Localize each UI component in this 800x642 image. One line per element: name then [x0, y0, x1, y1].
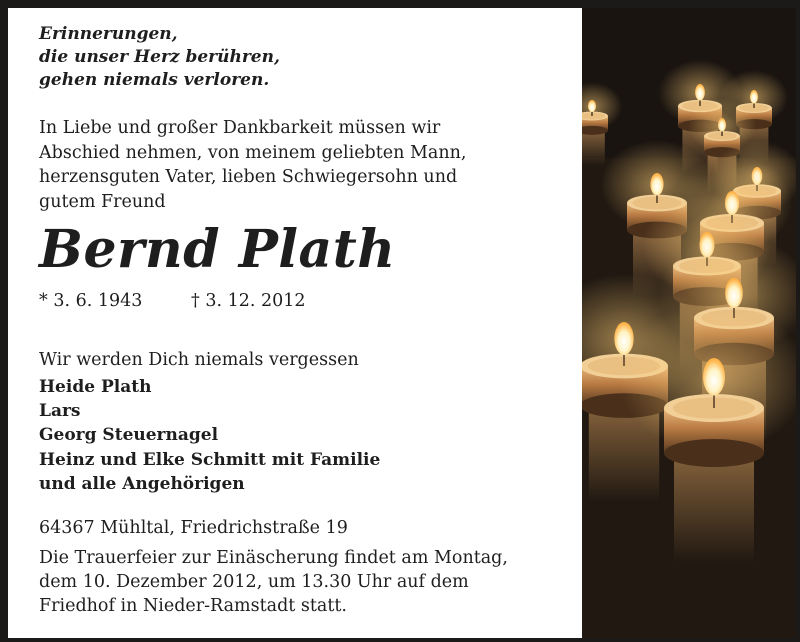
death-date: † 3. 12. 2012 [191, 291, 306, 311]
intro-line: gutem Freund [39, 191, 166, 212]
tealight-candles-image [582, 8, 796, 638]
flame [703, 358, 725, 396]
flame [588, 100, 596, 112]
mourner-name: und alle Angehörigen [39, 473, 245, 494]
flame [725, 278, 743, 308]
address: 64367 Mühltal, Friedrichstraße 19 [39, 518, 348, 538]
mourner-name: Heinz und Elke Schmitt mit Familie [39, 449, 381, 470]
service-line: dem 10. Dezember 2012, um 13.30 Uhr auf dem [39, 572, 469, 592]
intro-line: herzensguten Vater, lieben Schwiegersohn und [39, 167, 458, 187]
service-line: Die Trauerfeier zur Einäscherung findet am Montag, [39, 548, 508, 568]
mourner-name: Heide Plath [39, 377, 152, 397]
intro-paragraph [39, 116, 466, 214]
mourners-list [39, 375, 380, 496]
text-column [8, 8, 582, 638]
service-line: Friedhof in Nieder-Ramstadt statt. [39, 596, 347, 616]
poem-line: die unser Herz berühren, [39, 47, 280, 67]
poem-line: Erinnerungen, [39, 24, 178, 44]
poem-line: gehen niemals verloren. [39, 70, 270, 90]
flame [650, 173, 663, 196]
intro-line: In Liebe und großer Dankbarkeit müssen wir [39, 118, 441, 138]
mourner-name: Lars [39, 401, 81, 422]
intro-line: Abschied nehmen, von meinem geliebten Mann, [39, 142, 467, 163]
flame [750, 90, 758, 104]
deceased-name: Bernd Plath [39, 219, 396, 280]
closing-line: Wir werden Dich niemals vergessen [39, 350, 359, 370]
candles-photo [582, 8, 796, 638]
flame [695, 84, 705, 101]
life-dates [39, 289, 306, 313]
funeral-service-info [39, 546, 508, 618]
memorial-poem [39, 23, 280, 92]
birth-date: * 3. 6. 1943 [39, 291, 143, 311]
flame [718, 118, 726, 132]
mourner-name: Georg Steuernagel [39, 425, 219, 446]
